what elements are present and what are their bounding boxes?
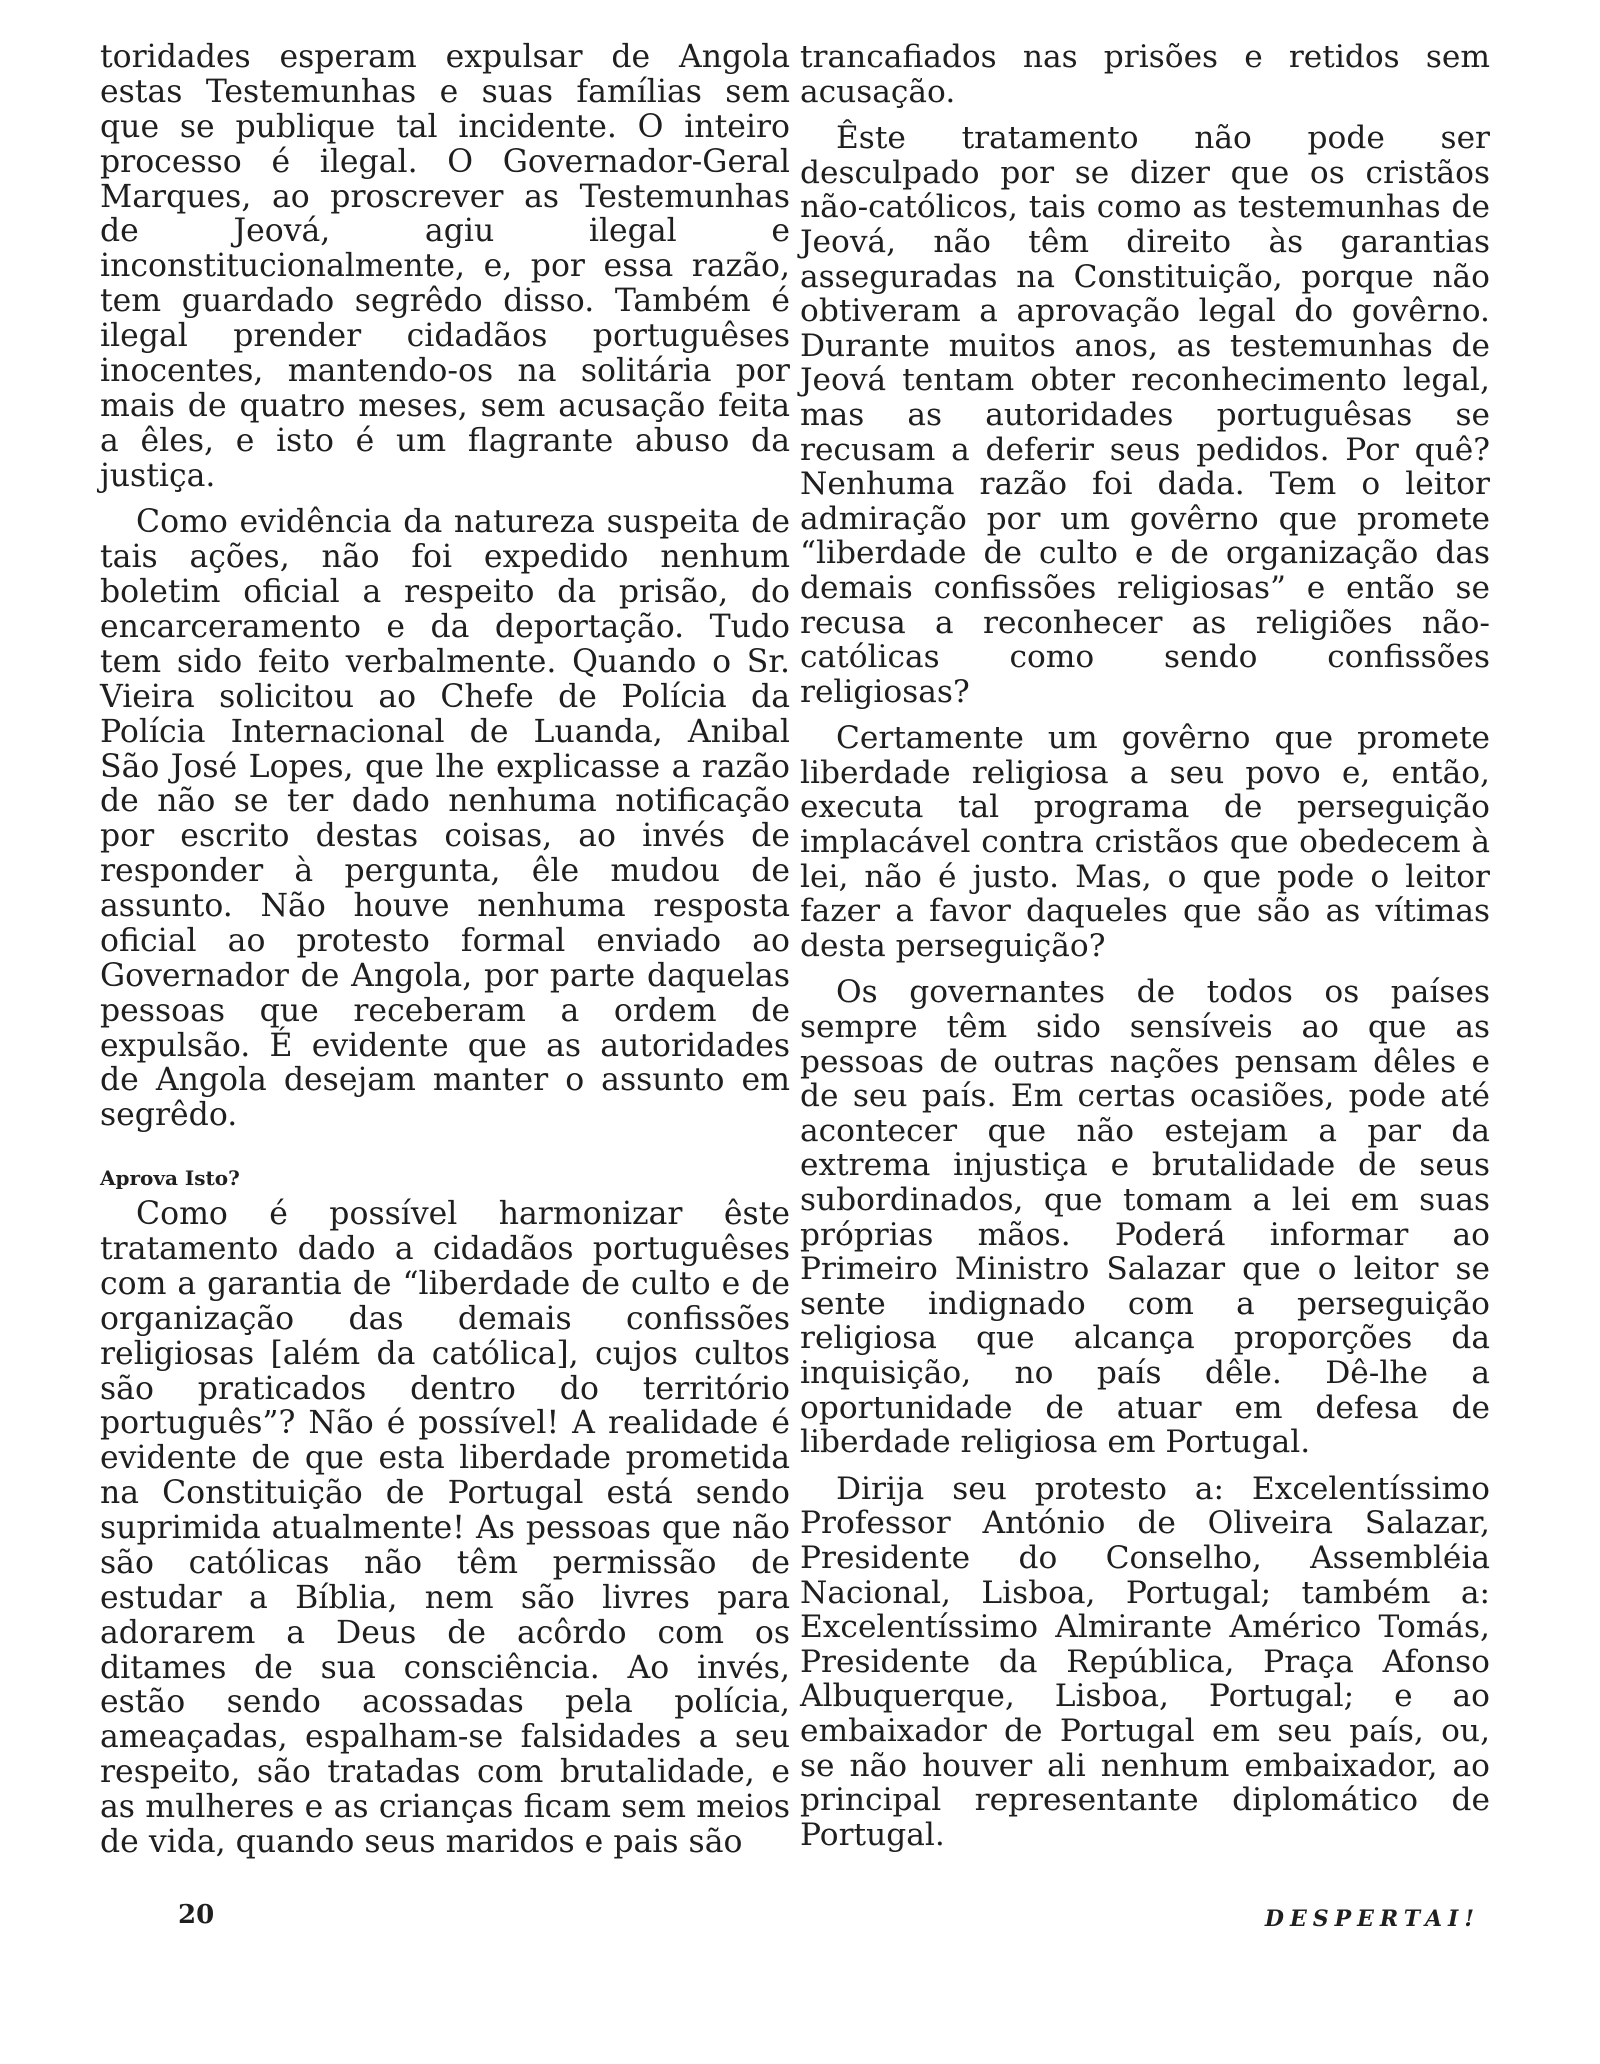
paragraph: trancafiados nas prisões e retidos sem acusação. bbox=[800, 39, 1490, 110]
page-number: 20 bbox=[178, 1900, 215, 1930]
paragraph: Certamente um govêrno que promete liberdade religiosa a seu povo e, então, executa tal programa de perseguição implacável contra cristãos que obedecem à lei, não é justo. Mas, o que pode o leitor fazer a favor daqueles que são as vítimas desta perseguição? bbox=[800, 720, 1490, 964]
left-column bbox=[100, 40, 790, 1860]
magazine-name: DESPERTAI! bbox=[1264, 1906, 1480, 1932]
right-column bbox=[800, 40, 1490, 1852]
paragraph: Como evidência da natureza suspeita de tais ações, não foi expedido nenhum boletim oficial a respeito da prisão, do encarceramento e da deportação. Tudo tem sido feito verbalmente. Quando o Sr. Vieira solicitou ao Chefe de Polícia da Polícia Internacional de Luanda, Anibal São José Lopes, que lhe explicasse a razão de não se ter dado nenhuma notificação por escrito destas coisas, ao invés de responder à pergunta, êle mudou de assunto. Não houve nenhuma resposta oficial ao protesto formal enviado ao Governador de Angola, por parte daquelas pessoas que receberam a ordem de expulsão. É evidente que as autoridades de Angola desejam manter o assunto em segrêdo. bbox=[100, 504, 790, 1134]
paragraph: Êste tratamento não pode ser desculpado por se dizer que os cristãos não-católicos, tais como as testemunhas de Jeová, não têm direito às garantias asseguradas na Constituição, porque não obtiveram a aprovação legal do govêrno. Durante muitos anos, as testemunhas de Jeová tentam obter reconhecimento legal, mas as autoridades portuguêsas se recusam a deferir seus pedidos. Por quê? Nenhuma razão foi dada. Tem o leitor admiração por um govêrno que promete “liberdade de culto e de organização das demais confissões religiosas” e então se recusa a reconhecer as religiões não-católicas como sendo confissões religiosas? bbox=[800, 120, 1490, 710]
paragraph: toridades esperam expulsar de Angola estas Testemunhas e suas famílias sem que se publique tal incidente. O inteiro processo é ilegal. O Governador-Geral Marques, ao proscrever as Testemunhas de Jeová, agiu ilegal e inconstitucionalmente, e, por essa razão, tem guardado segrêdo disso. Também é ilegal prender cidadãos portuguêses inocentes, mantendo-os na solitária por mais de quatro meses, sem acusação feita a êles, e isto é um flagrante abuso da justiça. bbox=[100, 39, 790, 494]
section-heading: Aprova Isto? bbox=[100, 1166, 240, 1191]
paragraph: Os governantes de todos os países sempre têm sido sensíveis ao que as pessoas de outras nações pensam dêles e de seu país. Em certas ocasiões, pode até acontecer que não estejam a par da extrema injustiça e brutalidade de seus subordinados, que tomam a lei em suas próprias mãos. Poderá informar ao Primeiro Ministro Salazar que o leitor se sente indignado com a perseguição religiosa que alcança proporções da inquisição, no país dêle. Dê-lhe a oportunidade de atuar em defesa de liberdade religiosa em Portugal. bbox=[800, 974, 1490, 1461]
paragraph: Dirija seu protesto a: Excelentíssimo Professor António de Oliveira Salazar, Presidente do Conselho, Assembléia Nacional, Lisboa, Portugal; também a: Excelentíssimo Almirante Américo Tomás, Presidente da República, Praça Afonso Albuquerque, Lisboa, Portugal; e ao embaixador de Portugal em seu país, ou, se não houver ali nenhum embaixador, ao principal representante diplomático de Portugal. bbox=[800, 1470, 1490, 1853]
paragraph: Como é possível harmonizar êste tratamento dado a cidadãos portuguêses com a garantia de “liberdade de culto e de organização das demais confissões religiosas [além da católica], cujos cultos são praticados dentro do território português”? Não é possível! A realidade é evidente de que esta liberdade prometida na Constituição de Portugal está sendo suprimida atualmente! As pessoas que não são católicas não têm permissão de estudar a Bíblia, nem são livres para adorarem a Deus de acôrdo com os ditames de sua consciência. Ao invés, estão sendo acossadas pela polícia, ameaçadas, espalham-se falsidades a seu respeito, são tratadas com brutalidade, e as mulheres e as crianças ficam sem meios de vida, quando seus maridos e pais são bbox=[100, 1196, 790, 1860]
